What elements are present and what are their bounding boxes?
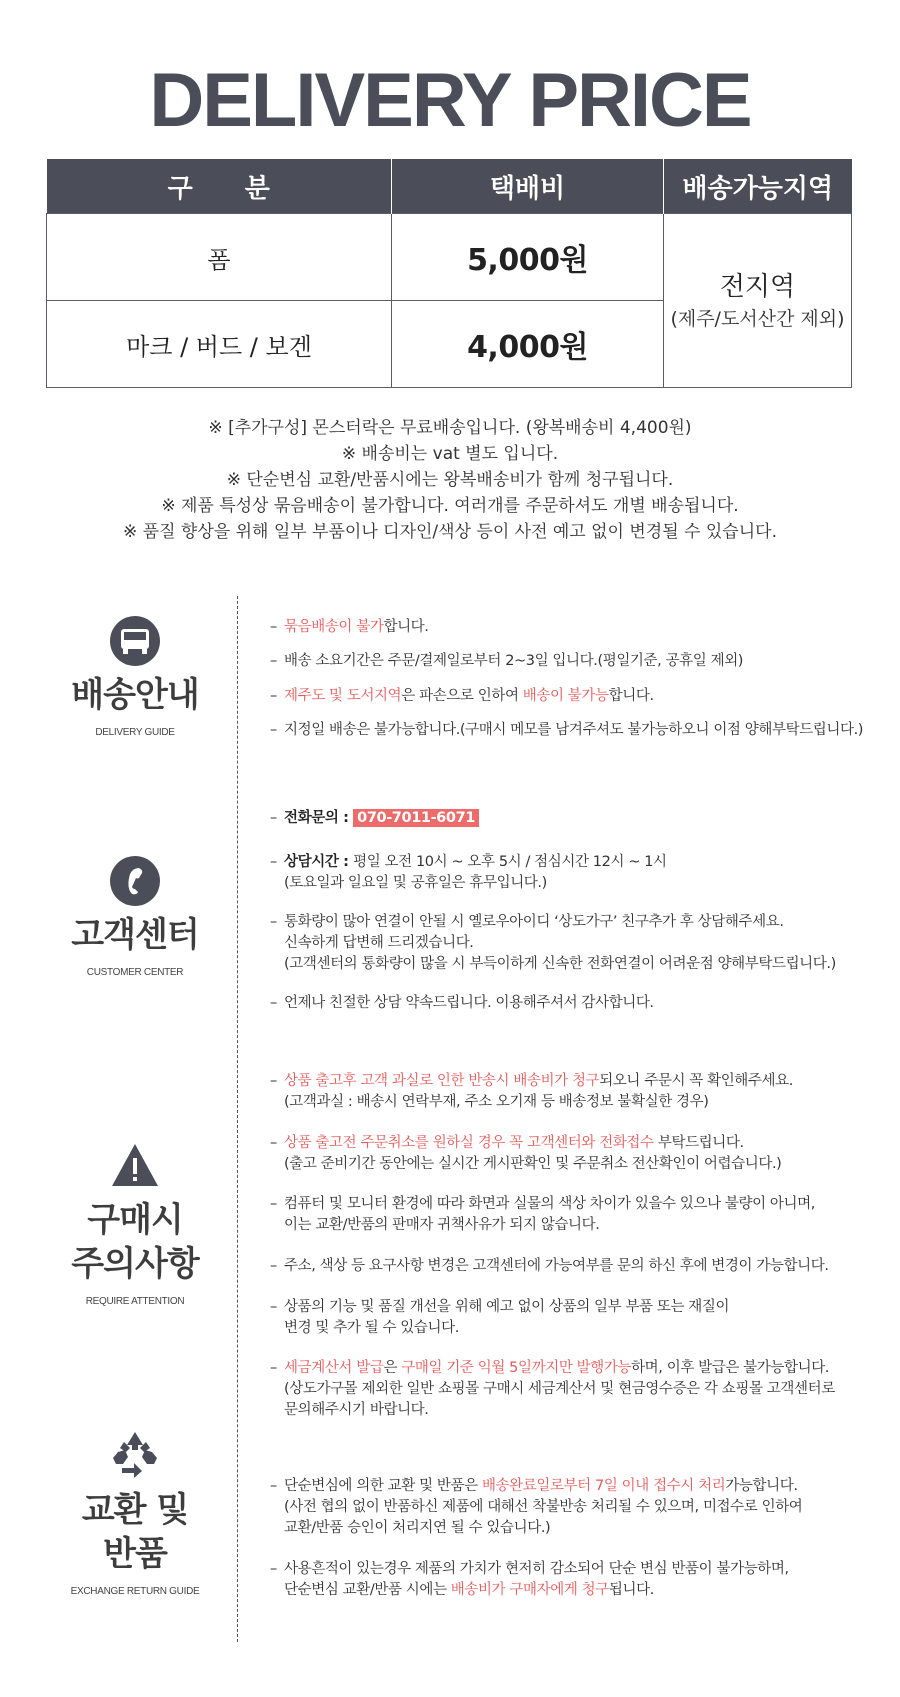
section-subtitle: REQUIRE ATTENTION — [85, 1296, 185, 1307]
section-title: 배송안내 — [71, 675, 199, 715]
note-item: ※ [추가구성] 몬스터락은 무료배송입니다. (왕복배송비 4,400원) — [208, 418, 692, 438]
section-title: 고객센터 — [71, 915, 199, 955]
table-cell-price: 4,000원 — [392, 301, 664, 388]
list-item: – 언제나 친절한 상담 약속드립니다. 이용해주셔서 감사합니다. — [270, 995, 654, 1011]
list-item: – 상품의 기능 및 품질 개선을 위해 예고 없이 상품의 일부 부품 또는 재질이 변경 및 추가 될 수 있습니다. — [270, 1299, 730, 1336]
list-item: – 통화량이 많아 연결이 안될 시 옐로우아이디 ‘상도가구’ 친구추가 후 상담해주세요. 신속하게 답변해 드리겠습니다. (고객센터의 통화량이 많을 시 부득이하게 신속한 전화연결이 어려운점 양해부탁드립니다.) — [270, 914, 836, 972]
note-item: ※ 품질 향상을 위해 일부 부품이나 디자인/색상 등이 사전 예고 없이 변경될 수 있습니다. — [123, 522, 777, 542]
list-item: – 단순변심에 의한 교환 및 반품은 배송완료일로부터 7일 이내 접수시 처리가능합니다. (사전 협의 없이 반품하신 제품에 대해선 착불반송 처리될 수 있으며, 미접수로 인하여 교환/반품 승인이 처리지연 될 수 있습니다.) — [270, 1478, 803, 1536]
list-item: – 사용흔적이 있는경우 제품의 가치가 현저히 감소되어 단순 변심 반품이 불가능하며, 단순변심 교환/반품 시에는 배송비가 구매자에게 청구됩니다. — [270, 1561, 789, 1598]
phone-number[interactable]: 070-7011-6071 — [353, 809, 479, 827]
table-cell-item: 마크 / 버드 / 보겐 — [47, 301, 392, 388]
truck-icon — [109, 615, 161, 667]
phone-icon — [109, 855, 161, 907]
table-row — [47, 214, 852, 301]
list-item: – 지정일 배송은 불가능합니다.(구매시 메모를 남겨주셔도 불가능하오니 이점 양해부탁드립니다.) — [270, 722, 864, 738]
section-subtitle: EXCHANGE RETURN GUIDE — [70, 1586, 200, 1597]
delivery-guide-heading — [55, 615, 215, 738]
section-subtitle: CUSTOMER CENTER — [86, 967, 184, 978]
list-item: – 주소, 색상 등 요구사항 변경은 고객센터에 가능여부를 문의 하신 후에 변경이 가능합니다. — [270, 1258, 829, 1274]
list-item: – 컴퓨터 및 모니터 환경에 따라 화면과 실물의 색상 차이가 있을수 있으나 불량이 아니며, 이는 교환/반품의 판매자 귀책사유가 되지 않습니다. — [270, 1196, 815, 1233]
list-item: – 상품 출고후 고객 과실로 인한 반송시 배송비가 청구되오니 주문시 꼭 확인해주세요. (고객과실 : 배송시 연락부재, 주소 오기재 등 배송정보 불확실한 경우) — [270, 1073, 793, 1110]
warning-icon — [110, 1142, 160, 1188]
header-category: 구 분 — [47, 159, 392, 214]
section-title: 구매시 주의사항 — [71, 1200, 199, 1284]
notes-list — [0, 415, 900, 545]
note-item: ※ 단순변심 교환/반품시에는 왕복배송비가 함께 청구됩니다. — [226, 470, 674, 490]
table-header-row — [47, 159, 852, 214]
header-delivery-region: 배송가능지역 — [664, 159, 852, 214]
require-attention-heading — [55, 1142, 215, 1307]
region-main: 전지역 — [719, 271, 796, 302]
list-item: – 배송 소요기간은 주문/결제일로부터 2~3일 입니다.(평일기준, 공휴일 제외) — [270, 653, 744, 669]
recycle-icon — [110, 1430, 160, 1478]
region-sub: (제주/도서산간 제외) — [670, 307, 845, 330]
table-cell-region — [664, 214, 852, 388]
list-item: – 상품 출고전 주문취소를 원하실 경우 꼭 고객센터와 전화접수 부탁드립니다. (출고 준비기간 동안에는 실시간 게시판확인 및 주문취소 전산확인이 어렵습니다.) — [270, 1135, 782, 1172]
section-divider — [237, 596, 238, 1642]
list-item: – 묶음배송이 불가합니다. — [270, 619, 429, 635]
list-item: – 세금계산서 발급은 구매일 기준 익월 5일까지만 발행가능하며, 이후 발급은 불가능합니다. (상도가구몰 제외한 일반 쇼핑몰 구매시 세금계산서 및 현금영수증은 각 쇼핑몰 고객센터로 문의해주시기 바랍니다. — [270, 1360, 835, 1418]
page-title: DELIVERY PRICE — [149, 58, 751, 143]
section-title: 교환 및 반품 — [81, 1490, 189, 1574]
note-item: ※ 제품 특성상 묶음배송이 불가합니다. 여러개를 주문하셔도 개별 배송됩니다. — [161, 496, 739, 516]
list-item: – 전화문의 : 070-7011-6071 — [270, 808, 479, 829]
list-item: – 상담시간 : 평일 오전 10시 ~ 오후 5시 / 점심시간 12시 ~ 1시 (토요일과 일요일 및 공휴일은 휴무입니다.) — [270, 854, 667, 891]
section-subtitle: DELIVERY GUIDE — [95, 727, 175, 738]
table-cell-item: 폼 — [47, 214, 392, 301]
exchange-return-heading — [55, 1430, 215, 1597]
note-item: ※ 배송비는 vat 별도 입니다. — [341, 444, 559, 464]
header-shipping-fee: 택배비 — [392, 159, 664, 214]
table-cell-price: 5,000원 — [392, 214, 664, 301]
customer-center-heading — [55, 855, 215, 978]
list-item: – 제주도 및 도서지역은 파손으로 인하여 배송이 불가능합니다. — [270, 688, 654, 704]
delivery-price-table — [46, 159, 852, 388]
